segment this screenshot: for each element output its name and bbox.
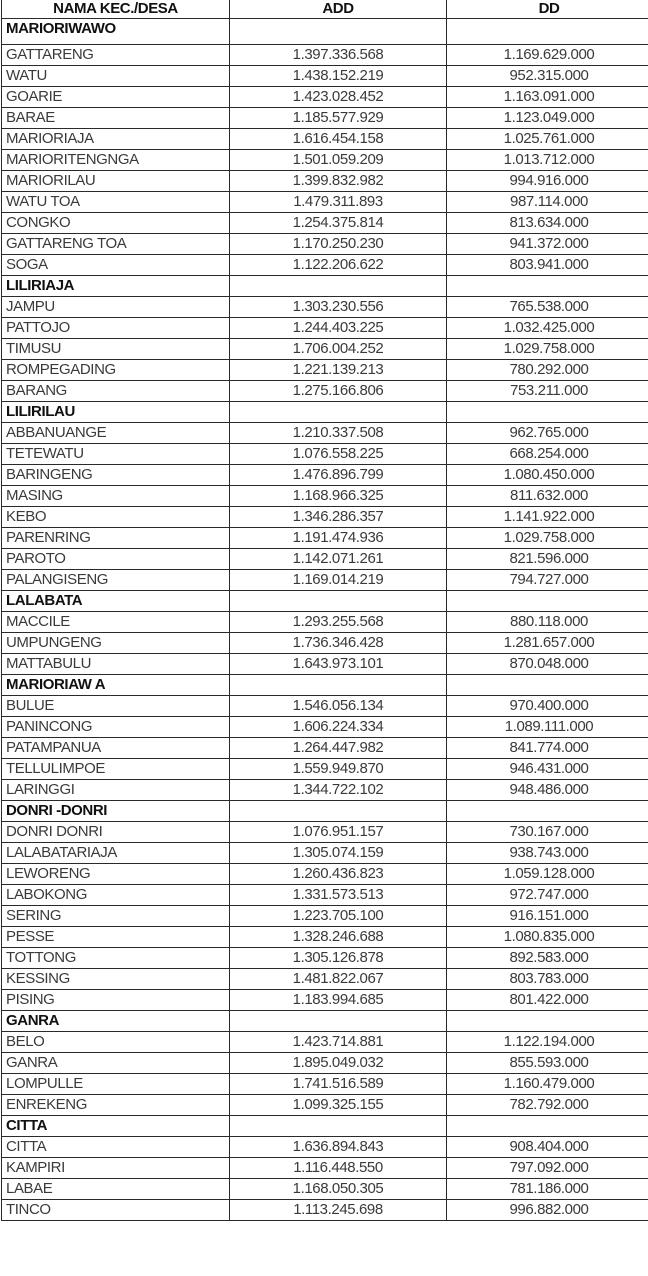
desa-name: LABAE <box>2 1179 230 1200</box>
desa-name: WATU <box>2 66 230 87</box>
table-row <box>2 108 648 129</box>
add-value: 1.275.166.806 <box>230 381 447 402</box>
add-value: 1.546.056.134 <box>230 696 447 717</box>
add-value: 1.076.558.225 <box>230 444 447 465</box>
add-value: 1.559.949.870 <box>230 759 447 780</box>
table-row <box>2 255 648 276</box>
add-value: 1.183.994.685 <box>230 990 447 1011</box>
dd-value: 938.743.000 <box>447 843 648 864</box>
table-row <box>2 1179 648 1200</box>
kecamatan-name: GANRA <box>2 1011 230 1032</box>
dd-value: 811.632.000 <box>447 486 648 507</box>
dd-value: 994.916.000 <box>447 171 648 192</box>
table-row <box>2 486 648 507</box>
table-row <box>2 843 648 864</box>
table-row <box>2 759 648 780</box>
dd-value: 1.281.657.000 <box>447 633 648 654</box>
add-value: 1.643.973.101 <box>230 654 447 675</box>
dd-value: 946.431.000 <box>447 759 648 780</box>
add-value: 1.423.028.452 <box>230 87 447 108</box>
add-value: 1.331.573.513 <box>230 885 447 906</box>
budget-table <box>1 0 648 1221</box>
desa-name: PALANGISENG <box>2 570 230 591</box>
dd-value: 1.029.758.000 <box>447 528 648 549</box>
table-row <box>2 780 648 801</box>
dd-value: 1.013.712.000 <box>447 150 648 171</box>
table-row <box>2 444 648 465</box>
add-value: 1.223.705.100 <box>230 906 447 927</box>
desa-name: GATTARENG TOA <box>2 234 230 255</box>
dd-value: 1.089.111.000 <box>447 717 648 738</box>
desa-name: KESSING <box>2 969 230 990</box>
table-row <box>2 528 648 549</box>
desa-name: GANRA <box>2 1053 230 1074</box>
desa-name: BARAE <box>2 108 230 129</box>
desa-name: KEBO <box>2 507 230 528</box>
table-row <box>2 549 648 570</box>
add-value: 1.305.074.159 <box>230 843 447 864</box>
table-row <box>2 507 648 528</box>
add-value: 1.293.255.568 <box>230 612 447 633</box>
dd-value: 941.372.000 <box>447 234 648 255</box>
desa-name: MARIORITENGNGA <box>2 150 230 171</box>
add-value: 1.113.245.698 <box>230 1200 447 1221</box>
dd-value: 1.059.128.000 <box>447 864 648 885</box>
add-value: 1.741.516.589 <box>230 1074 447 1095</box>
add-value: 1.895.049.032 <box>230 1053 447 1074</box>
kecamatan-name: LILIRILAU <box>2 402 230 423</box>
dd-value: 1.080.835.000 <box>447 927 648 948</box>
desa-name: PISING <box>2 990 230 1011</box>
desa-name: KAMPIRI <box>2 1158 230 1179</box>
add-value: 1.142.071.261 <box>230 549 447 570</box>
desa-name: PAROTO <box>2 549 230 570</box>
empty-cell <box>447 1011 648 1032</box>
add-value: 1.346.286.357 <box>230 507 447 528</box>
empty-cell <box>230 801 447 822</box>
desa-name: TINCO <box>2 1200 230 1221</box>
dd-value: 781.186.000 <box>447 1179 648 1200</box>
table-row <box>2 318 648 339</box>
desa-name: WATU TOA <box>2 192 230 213</box>
dd-value: 801.422.000 <box>447 990 648 1011</box>
table-row <box>2 339 648 360</box>
dd-value: 730.167.000 <box>447 822 648 843</box>
empty-cell <box>230 1011 447 1032</box>
add-value: 1.606.224.334 <box>230 717 447 738</box>
dd-value: 753.211.000 <box>447 381 648 402</box>
dd-value: 813.634.000 <box>447 213 648 234</box>
add-value: 1.397.336.568 <box>230 45 447 66</box>
add-value: 1.191.474.936 <box>230 528 447 549</box>
desa-name: LEWORENG <box>2 864 230 885</box>
desa-name: TETEWATU <box>2 444 230 465</box>
column-header-nama: NAMA KEC./DESA <box>2 0 230 19</box>
add-value: 1.344.722.102 <box>230 780 447 801</box>
dd-value: 803.783.000 <box>447 969 648 990</box>
empty-cell <box>447 1116 648 1137</box>
add-value: 1.476.896.799 <box>230 465 447 486</box>
table-row <box>2 885 648 906</box>
dd-value: 880.118.000 <box>447 612 648 633</box>
add-value: 1.736.346.428 <box>230 633 447 654</box>
add-value: 1.481.822.067 <box>230 969 447 990</box>
dd-value: 1.163.091.000 <box>447 87 648 108</box>
desa-name: TOTTONG <box>2 948 230 969</box>
group-row <box>2 1116 648 1137</box>
desa-name: LARINGGI <box>2 780 230 801</box>
empty-cell <box>230 19 447 45</box>
add-value: 1.260.436.823 <box>230 864 447 885</box>
desa-name: PANINCONG <box>2 717 230 738</box>
table-row <box>2 213 648 234</box>
desa-name: CITTA <box>2 1137 230 1158</box>
table-row <box>2 990 648 1011</box>
desa-name: PATAMPANUA <box>2 738 230 759</box>
desa-name: BELO <box>2 1032 230 1053</box>
table-row <box>2 927 648 948</box>
empty-cell <box>447 675 648 696</box>
dd-value: 797.092.000 <box>447 1158 648 1179</box>
table-row <box>2 1158 648 1179</box>
table-row <box>2 717 648 738</box>
desa-name: ABBANUANGE <box>2 423 230 444</box>
add-value: 1.328.246.688 <box>230 927 447 948</box>
dd-value: 782.792.000 <box>447 1095 648 1116</box>
table-row <box>2 612 648 633</box>
desa-name: GATTARENG <box>2 45 230 66</box>
add-value: 1.221.139.213 <box>230 360 447 381</box>
add-value: 1.076.951.157 <box>230 822 447 843</box>
table-row <box>2 465 648 486</box>
dd-value: 1.123.049.000 <box>447 108 648 129</box>
table-row <box>2 906 648 927</box>
dd-value: 916.151.000 <box>447 906 648 927</box>
table-row <box>2 234 648 255</box>
empty-cell <box>447 276 648 297</box>
table-row <box>2 360 648 381</box>
empty-cell <box>230 402 447 423</box>
table-row <box>2 45 648 66</box>
desa-name: BULUE <box>2 696 230 717</box>
table-row <box>2 1137 648 1158</box>
table-row <box>2 87 648 108</box>
add-value: 1.244.403.225 <box>230 318 447 339</box>
empty-cell <box>447 801 648 822</box>
dd-value: 970.400.000 <box>447 696 648 717</box>
add-value: 1.399.832.982 <box>230 171 447 192</box>
table-row <box>2 1095 648 1116</box>
kecamatan-name: LILIRIAJA <box>2 276 230 297</box>
desa-name: SERING <box>2 906 230 927</box>
group-row <box>2 801 648 822</box>
dd-value: 794.727.000 <box>447 570 648 591</box>
kecamatan-name: CITTA <box>2 1116 230 1137</box>
dd-value: 892.583.000 <box>447 948 648 969</box>
add-value: 1.423.714.881 <box>230 1032 447 1053</box>
table-row <box>2 1200 648 1221</box>
table-row <box>2 822 648 843</box>
dd-value: 1.141.922.000 <box>447 507 648 528</box>
add-value: 1.254.375.814 <box>230 213 447 234</box>
add-value: 1.303.230.556 <box>230 297 447 318</box>
table-row <box>2 171 648 192</box>
dd-value: 855.593.000 <box>447 1053 648 1074</box>
desa-name: TELLULIMPOE <box>2 759 230 780</box>
dd-value: 765.538.000 <box>447 297 648 318</box>
desa-name: MATTABULU <box>2 654 230 675</box>
desa-name: LOMPULLE <box>2 1074 230 1095</box>
add-value: 1.122.206.622 <box>230 255 447 276</box>
dd-value: 1.029.758.000 <box>447 339 648 360</box>
dd-value: 870.048.000 <box>447 654 648 675</box>
dd-value: 1.080.450.000 <box>447 465 648 486</box>
dd-value: 841.774.000 <box>447 738 648 759</box>
dd-value: 780.292.000 <box>447 360 648 381</box>
kecamatan-name: DONRI -DONRI <box>2 801 230 822</box>
column-header-add: ADD <box>230 0 447 19</box>
kecamatan-name: LALABATA <box>2 591 230 612</box>
dd-value: 972.747.000 <box>447 885 648 906</box>
header-row <box>2 0 648 19</box>
group-row <box>2 675 648 696</box>
table-row <box>2 948 648 969</box>
table-row <box>2 969 648 990</box>
desa-name: JAMPU <box>2 297 230 318</box>
desa-name: MARIORILAU <box>2 171 230 192</box>
desa-name: LABOKONG <box>2 885 230 906</box>
add-value: 1.706.004.252 <box>230 339 447 360</box>
dd-value: 952.315.000 <box>447 66 648 87</box>
dd-value: 948.486.000 <box>447 780 648 801</box>
add-value: 1.636.894.843 <box>230 1137 447 1158</box>
desa-name: DONRI DONRI <box>2 822 230 843</box>
table-row <box>2 633 648 654</box>
column-header-dd: DD <box>447 0 648 19</box>
add-value: 1.305.126.878 <box>230 948 447 969</box>
add-value: 1.170.250.230 <box>230 234 447 255</box>
table-row <box>2 1032 648 1053</box>
dd-value: 1.160.479.000 <box>447 1074 648 1095</box>
desa-name: PARENRING <box>2 528 230 549</box>
table-row <box>2 129 648 150</box>
dd-value: 962.765.000 <box>447 423 648 444</box>
empty-cell <box>230 276 447 297</box>
table-row <box>2 150 648 171</box>
empty-cell <box>230 1116 447 1137</box>
add-value: 1.099.325.155 <box>230 1095 447 1116</box>
dd-value: 803.941.000 <box>447 255 648 276</box>
table-row <box>2 381 648 402</box>
dd-value: 908.404.000 <box>447 1137 648 1158</box>
group-row <box>2 591 648 612</box>
add-value: 1.185.577.929 <box>230 108 447 129</box>
empty-cell <box>230 675 447 696</box>
add-value: 1.116.448.550 <box>230 1158 447 1179</box>
table-row <box>2 738 648 759</box>
desa-name: PESSE <box>2 927 230 948</box>
dd-value: 1.032.425.000 <box>447 318 648 339</box>
desa-name: MARIORIAJA <box>2 129 230 150</box>
table-row <box>2 1074 648 1095</box>
desa-name: ROMPEGADING <box>2 360 230 381</box>
table-row <box>2 297 648 318</box>
add-value: 1.264.447.982 <box>230 738 447 759</box>
desa-name: CONGKO <box>2 213 230 234</box>
table-row <box>2 423 648 444</box>
desa-name: BARINGENG <box>2 465 230 486</box>
table-row <box>2 864 648 885</box>
add-value: 1.479.311.893 <box>230 192 447 213</box>
desa-name: MACCILE <box>2 612 230 633</box>
dd-value: 987.114.000 <box>447 192 648 213</box>
dd-value: 1.025.761.000 <box>447 129 648 150</box>
dd-value: 996.882.000 <box>447 1200 648 1221</box>
desa-name: BARANG <box>2 381 230 402</box>
dd-value: 821.596.000 <box>447 549 648 570</box>
group-row <box>2 402 648 423</box>
desa-name: LALABATARIAJA <box>2 843 230 864</box>
add-value: 1.501.059.209 <box>230 150 447 171</box>
table-row <box>2 654 648 675</box>
group-row <box>2 276 648 297</box>
group-row <box>2 1011 648 1032</box>
table-body <box>2 19 648 1221</box>
empty-cell <box>230 591 447 612</box>
table-row <box>2 66 648 87</box>
dd-value: 1.169.629.000 <box>447 45 648 66</box>
add-value: 1.438.152.219 <box>230 66 447 87</box>
desa-name: TIMUSU <box>2 339 230 360</box>
table-row <box>2 1053 648 1074</box>
group-row <box>2 19 648 45</box>
kecamatan-name: MARIORIWAWO <box>2 19 230 45</box>
add-value: 1.168.050.305 <box>230 1179 447 1200</box>
add-value: 1.210.337.508 <box>230 423 447 444</box>
empty-cell <box>447 19 648 45</box>
add-value: 1.169.014.219 <box>230 570 447 591</box>
add-value: 1.168.966.325 <box>230 486 447 507</box>
add-value: 1.616.454.158 <box>230 129 447 150</box>
table-row <box>2 696 648 717</box>
desa-name: PATTOJO <box>2 318 230 339</box>
empty-cell <box>447 591 648 612</box>
table-row <box>2 192 648 213</box>
dd-value: 1.122.194.000 <box>447 1032 648 1053</box>
dd-value: 668.254.000 <box>447 444 648 465</box>
desa-name: SOGA <box>2 255 230 276</box>
desa-name: ENREKENG <box>2 1095 230 1116</box>
desa-name: GOARIE <box>2 87 230 108</box>
desa-name: UMPUNGENG <box>2 633 230 654</box>
desa-name: MASING <box>2 486 230 507</box>
table-row <box>2 570 648 591</box>
empty-cell <box>447 402 648 423</box>
kecamatan-name: MARIORIAW A <box>2 675 230 696</box>
